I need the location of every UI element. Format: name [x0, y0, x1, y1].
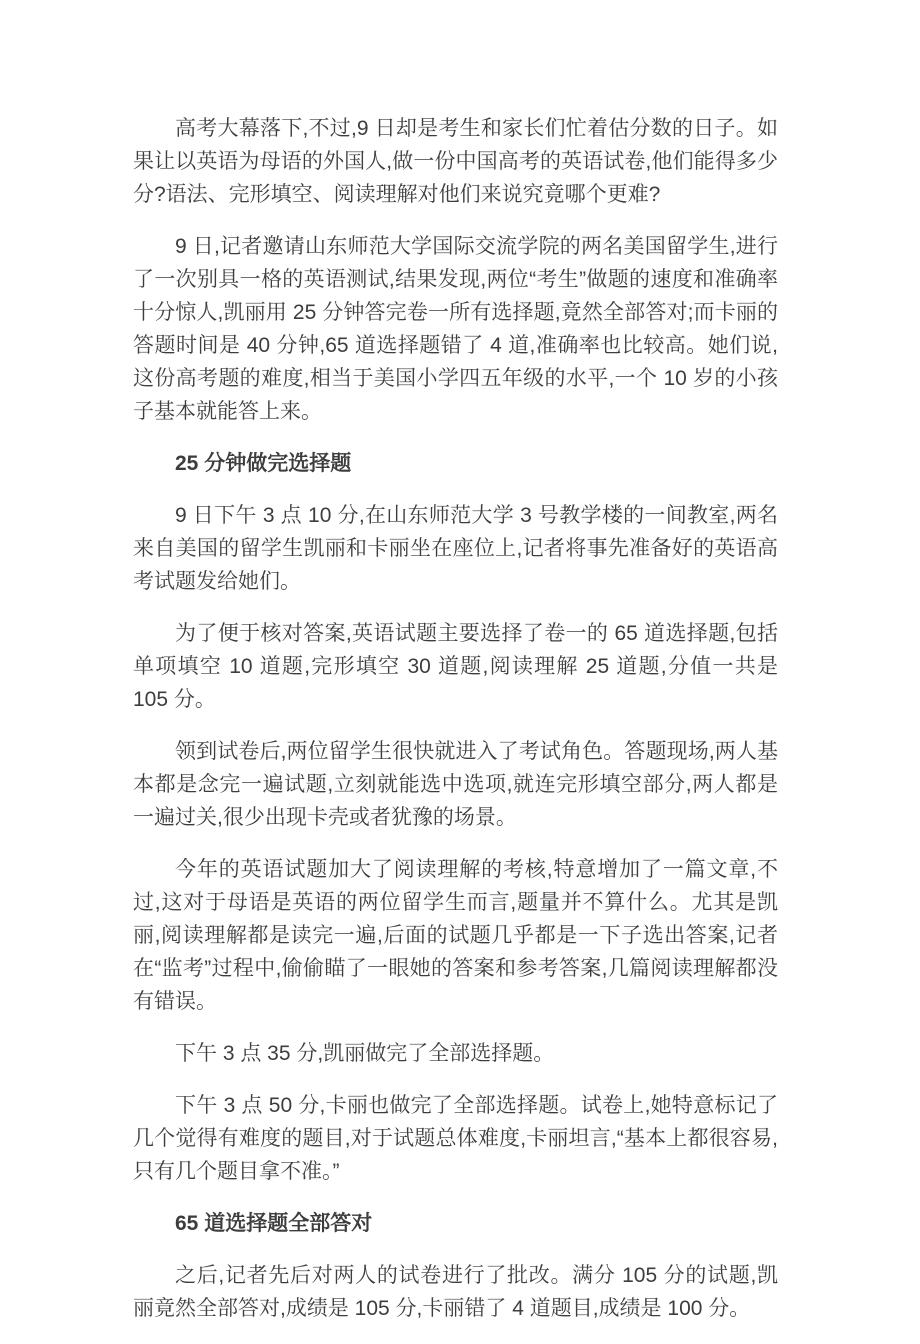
- paragraph-gaokao-intro: 高考大幕落下,不过,9 日却是考生和家长们忙着估分数的日子。如果让以英语为母语的外国人,做一份中国高考的英语试卷,他们能得多少分?语法、完形填空、阅读理解对他们来说究竟哪个更难?: [133, 117, 778, 206]
- paragraph-scores: 之后,记者先后对两人的试卷进行了批改。满分 105 分的试题,凯丽竟然全部答对,成绩是 105 分,卡丽错了 4 道题目,成绩是 100 分。: [133, 1264, 778, 1320]
- section-heading-all-correct: 65 道选择题全部答对: [175, 1212, 373, 1235]
- paragraph-test-overview: 9 日,记者邀请山东师范大学国际交流学院的两名美国留学生,进行了一次别具一格的英语测试,结果发现,两位“考生”做题的速度和准确率十分惊人,凯丽用 25 分钟答完卷一所有选择题,竟然全部答对;而卡丽的答题时间是 40 分钟,65 道选择题错了 4 道,准确率也比较高。她们说,这份高考题的难度,相当于美国小学四五年级的水平,一个 10 岁的小孩子基本就能答上来。: [133, 235, 778, 423]
- section-heading-25-minutes: 25 分钟做完选择题: [175, 452, 352, 475]
- paragraph-test-composition: 为了便于核对答案,英语试题主要选择了卷一的 65 道选择题,包括单项填空 10 道题,完形填空 30 道题,阅读理解 25 道题,分值一共是 105 分。: [133, 622, 778, 711]
- paragraph-reading-section: 今年的英语试题加大了阅读理解的考核,特意增加了一篇文章,不过,这对于母语是英语的两位留学生而言,题量并不算什么。尤其是凯丽,阅读理解都是读完一遍,后面的试题几乎都是一下子选出答案,记者在“监考”过程中,偷偷瞄了一眼她的答案和参考答案,几篇阅读理解都没有错误。: [133, 858, 778, 1013]
- paragraph-kaili-finish: 下午 3 点 35 分,凯丽做完了全部选择题。: [175, 1042, 555, 1065]
- paragraph-test-process: 领到试卷后,两位留学生很快就进入了考试角色。答题现场,两人基本都是念完一遍试题,立刻就能选中选项,就连完形填空部分,两人都是一遍过关,很少出现卡壳或者犹豫的场景。: [133, 740, 778, 829]
- article-body: [133, 112, 778, 1344]
- paragraph-test-start: 9 日下午 3 点 10 分,在山东师范大学 3 号教学楼的一间教室,两名来自美国的留学生凯丽和卡丽坐在座位上,记者将事先准备好的英语高考试题发给她们。: [133, 504, 778, 593]
- paragraph-kali-finish: 下午 3 点 50 分,卡丽也做完了全部选择题。试卷上,她特意标记了几个觉得有难度的题目,对于试题总体难度,卡丽坦言,“基本上都很容易,只有几个题目拿不准。”: [133, 1094, 778, 1183]
